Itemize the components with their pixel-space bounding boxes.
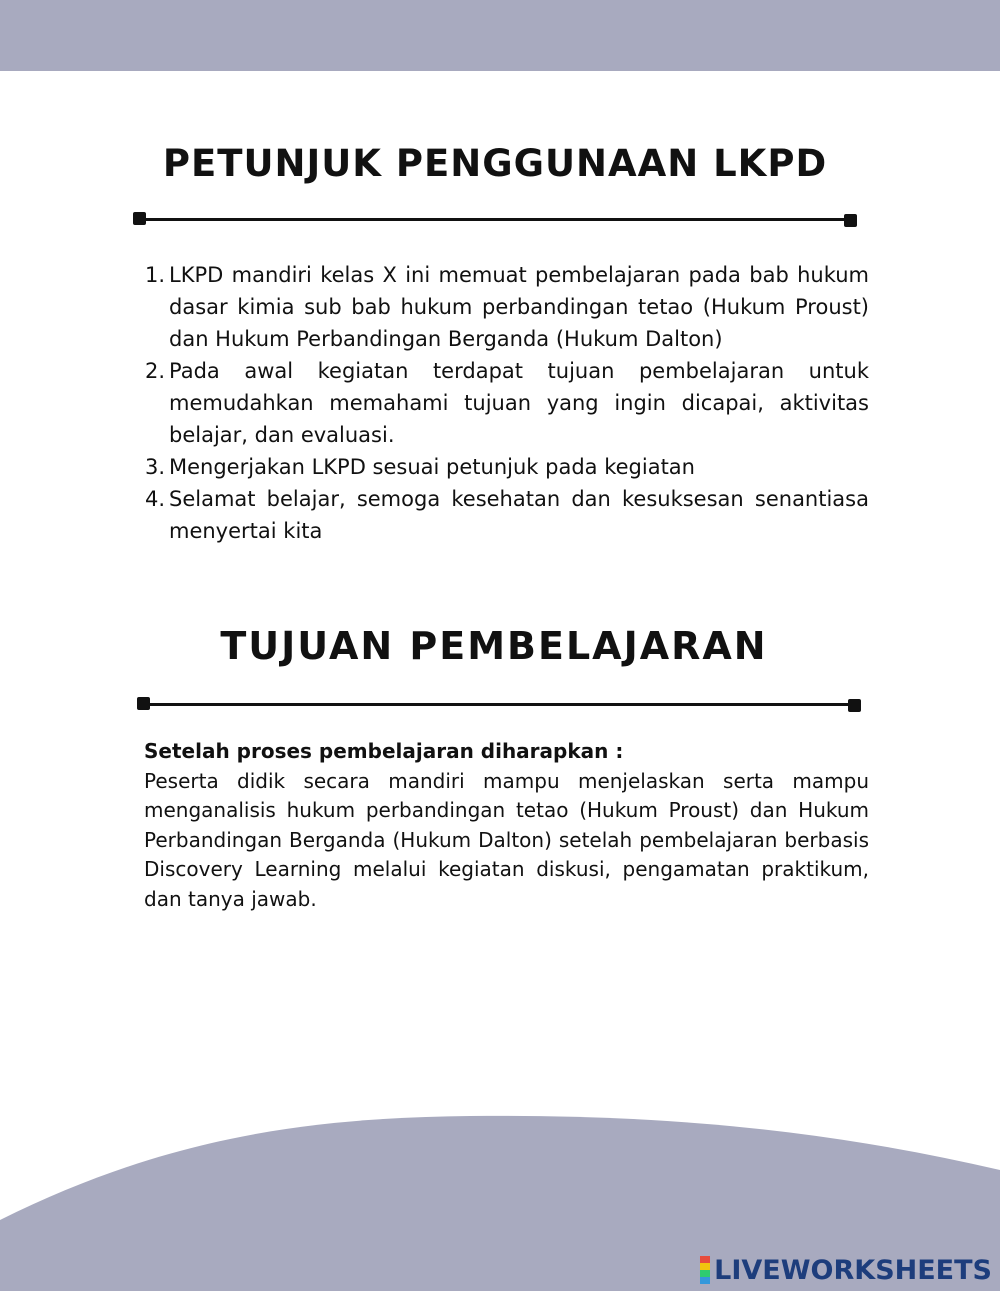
liveworksheets-logo-icon [700, 1256, 710, 1284]
list-item-text: Selamat belajar, semoga kesehatan dan kesuksesan senantiasa menyertai kita [169, 487, 869, 543]
title-divider [137, 697, 861, 713]
list-item [145, 259, 869, 355]
logo-tile [700, 1263, 710, 1270]
instructions-list [145, 259, 869, 547]
list-item-number: 3. [145, 455, 166, 479]
top-banner [0, 0, 1000, 71]
objectives-body: Peserta didik secara mandiri mampu menjelaskan serta mampu menganalisis hukum perbandingan tetao (Hukum Proust) dan Hukum Perbandingan Berganda (Hukum Dalton) setelah pembelajaran berbasis Discovery Learning melalui kegiatan diskusi, pengamatan praktikum, dan tanya jawab. [144, 768, 869, 911]
logo-tile [700, 1256, 710, 1263]
list-item-number: 4. [145, 487, 166, 511]
divider-line [143, 703, 855, 706]
instructions-title: PETUNJUK PENGGUNAAN LKPD [162, 142, 828, 185]
objectives-lead: Setelah proses pembelajaran diharapkan : [144, 739, 624, 763]
liveworksheets-brand[interactable] [700, 1254, 992, 1286]
list-item-text: Mengerjakan LKPD sesuai petunjuk pada kegiatan [169, 455, 695, 479]
logo-tile [700, 1270, 710, 1277]
list-item [145, 355, 869, 451]
logo-tile [700, 1277, 710, 1284]
list-item-number: 2. [145, 359, 166, 383]
title-divider [133, 212, 857, 228]
list-item [145, 451, 869, 483]
brand-name: LIVEWORKSHEETS [714, 1254, 992, 1286]
list-item-text: LKPD mandiri kelas X ini memuat pembelajaran pada bab hukum dasar kimia sub bab hukum perbandingan tetao (Hukum Proust) dan Hukum Perbandingan Berganda (Hukum Dalton) [169, 263, 869, 351]
divider-line [139, 218, 851, 221]
divider-cap-right [848, 699, 861, 712]
divider-cap-right [844, 214, 857, 227]
objectives-title: TUJUAN PEMBELAJARAN [220, 624, 768, 668]
list-item-number: 1. [145, 263, 166, 287]
objectives-paragraph [144, 737, 869, 914]
list-item-text: Pada awal kegiatan terdapat tujuan pembelajaran untuk memudahkan memahami tujuan yang ingin dicapai, aktivitas belajar, dan evaluasi. [169, 359, 869, 447]
list-item [145, 483, 869, 547]
